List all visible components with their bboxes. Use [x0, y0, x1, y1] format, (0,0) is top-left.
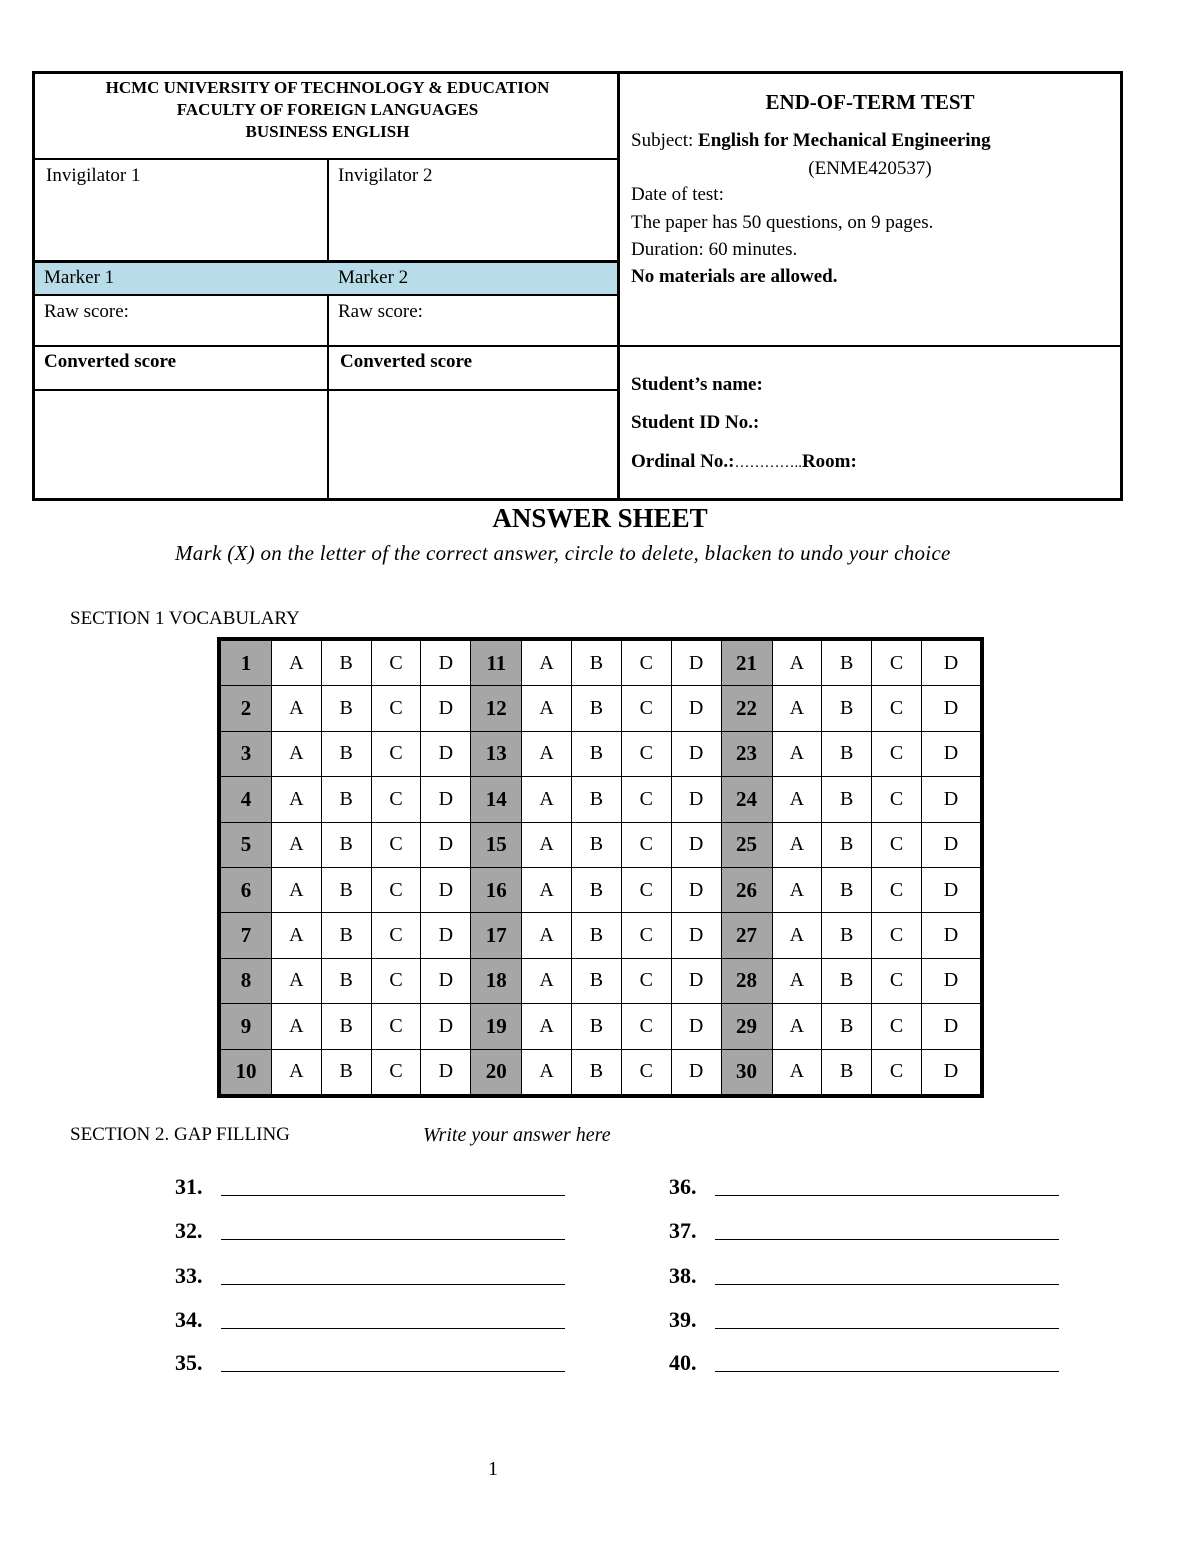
- room-label: Room:: [801, 451, 857, 472]
- answer-grid: [217, 637, 984, 1098]
- answer-option-d[interactable]: D: [671, 731, 721, 776]
- line: [35, 389, 617, 391]
- answer-option-a[interactable]: A: [272, 867, 322, 912]
- grid-row: [221, 777, 981, 822]
- answer-option-a[interactable]: A: [522, 958, 572, 1003]
- answer-option-c[interactable]: C: [371, 686, 421, 731]
- answer-option-b[interactable]: B: [321, 1049, 371, 1094]
- answer-option-d[interactable]: D: [671, 777, 721, 822]
- answer-option-a[interactable]: A: [272, 1049, 322, 1094]
- gap-number: 31.: [175, 1174, 203, 1199]
- answer-option-c[interactable]: C: [872, 1049, 922, 1094]
- answer-option-d[interactable]: D: [421, 1049, 471, 1094]
- answer-blank[interactable]: [221, 1284, 565, 1285]
- answer-option-d[interactable]: D: [922, 867, 981, 912]
- answer-option-a[interactable]: A: [272, 686, 322, 731]
- test-title: END-OF-TERM TEST: [765, 90, 975, 114]
- answer-option-c[interactable]: C: [371, 867, 421, 912]
- answer-option-c[interactable]: C: [621, 958, 671, 1003]
- answer-option-c[interactable]: C: [872, 822, 922, 867]
- answer-option-c[interactable]: C: [872, 641, 922, 686]
- answer-option-a[interactable]: A: [772, 1004, 822, 1049]
- answer-option-d[interactable]: D: [671, 686, 721, 731]
- answer-option-d[interactable]: D: [421, 867, 471, 912]
- answer-option-b[interactable]: B: [572, 731, 622, 776]
- gap-number: 33.: [175, 1263, 203, 1288]
- answer-option-b[interactable]: B: [822, 867, 872, 912]
- grid-row: [221, 913, 981, 958]
- subject-name: English for Mechanical Engineering: [698, 130, 991, 151]
- answer-option-b[interactable]: B: [572, 641, 622, 686]
- answer-option-a[interactable]: A: [272, 731, 322, 776]
- answer-option-c[interactable]: C: [872, 913, 922, 958]
- gap-answer-line[interactable]: [175, 1350, 203, 1376]
- answer-option-d[interactable]: D: [922, 1004, 981, 1049]
- grid-row: [221, 867, 981, 912]
- answer-blank[interactable]: [715, 1284, 1059, 1285]
- question-number: 20: [471, 1049, 522, 1094]
- student-name-label[interactable]: Student’s name:: [631, 374, 763, 395]
- answer-option-a[interactable]: A: [772, 958, 822, 1003]
- answer-sheet-title: ANSWER SHEET: [492, 503, 708, 533]
- answer-option-a[interactable]: A: [772, 777, 822, 822]
- question-number: 25: [721, 822, 772, 867]
- question-number: 4: [221, 777, 272, 822]
- answer-option-c[interactable]: C: [621, 1049, 671, 1094]
- answer-option-c[interactable]: C: [872, 958, 922, 1003]
- answer-option-b[interactable]: B: [572, 1049, 622, 1094]
- answer-option-d[interactable]: D: [671, 822, 721, 867]
- question-number: 30: [721, 1049, 772, 1094]
- gap-answer-line[interactable]: [175, 1174, 203, 1200]
- answer-option-b[interactable]: B: [321, 641, 371, 686]
- answer-option-c[interactable]: C: [371, 1004, 421, 1049]
- answer-option-a[interactable]: A: [772, 641, 822, 686]
- answer-option-a[interactable]: A: [522, 777, 572, 822]
- question-number: 24: [721, 777, 772, 822]
- answer-option-a[interactable]: A: [772, 686, 822, 731]
- materials-note: No materials are allowed.: [631, 266, 838, 287]
- line: [35, 294, 617, 296]
- answer-option-b[interactable]: B: [321, 731, 371, 776]
- gap-answer-line[interactable]: [669, 1350, 697, 1376]
- raw-score-1-label: Raw score:: [44, 301, 129, 322]
- header-block: [32, 71, 1123, 501]
- answer-option-d[interactable]: D: [671, 867, 721, 912]
- marker-row-bg: [35, 262, 617, 295]
- answer-option-a[interactable]: A: [772, 1049, 822, 1094]
- answer-option-b[interactable]: B: [572, 1004, 622, 1049]
- answer-option-d[interactable]: D: [671, 1049, 721, 1094]
- answer-option-c[interactable]: C: [872, 777, 922, 822]
- grid-row: [221, 641, 981, 686]
- answer-option-d[interactable]: D: [922, 641, 981, 686]
- gap-number: 40.: [669, 1350, 697, 1375]
- answer-option-d[interactable]: D: [421, 731, 471, 776]
- answer-option-d[interactable]: D: [922, 913, 981, 958]
- paper-info: The paper has 50 questions, on 9 pages.: [631, 212, 934, 233]
- answer-option-a[interactable]: A: [272, 641, 322, 686]
- answer-option-d[interactable]: D: [671, 641, 721, 686]
- answer-option-c[interactable]: C: [872, 867, 922, 912]
- question-number: 29: [721, 1004, 772, 1049]
- answer-option-b[interactable]: B: [321, 777, 371, 822]
- gap-number: 36.: [669, 1174, 697, 1199]
- instruction-text: Mark (X) on the letter of the correct answer, circle to delete, blacken to undo your choice: [175, 541, 951, 565]
- answer-blank[interactable]: [715, 1239, 1059, 1240]
- answer-option-b[interactable]: B: [321, 958, 371, 1003]
- gap-number: 38.: [669, 1263, 697, 1288]
- answer-option-b[interactable]: B: [572, 777, 622, 822]
- university-name: HCMC UNIVERSITY OF TECHNOLOGY & EDUCATION: [105, 78, 550, 97]
- answer-option-a[interactable]: A: [522, 1049, 572, 1094]
- subject-label: Subject:: [631, 130, 699, 151]
- answer-option-d[interactable]: D: [671, 913, 721, 958]
- answer-option-d[interactable]: D: [421, 686, 471, 731]
- answer-option-a[interactable]: A: [272, 913, 322, 958]
- answer-option-b[interactable]: B: [572, 958, 622, 1003]
- grid-row: [221, 731, 981, 776]
- grid-row: [221, 1004, 981, 1049]
- question-number: 26: [721, 867, 772, 912]
- answer-option-c[interactable]: C: [621, 641, 671, 686]
- question-number: 22: [721, 686, 772, 731]
- faculty-name: FACULTY OF FOREIGN LANGUAGES: [176, 100, 479, 119]
- grid-row: [221, 1049, 981, 1094]
- answer-option-b[interactable]: B: [822, 822, 872, 867]
- answer-option-c[interactable]: C: [371, 777, 421, 822]
- gap-answer-line[interactable]: [669, 1307, 697, 1333]
- answer-option-b[interactable]: B: [321, 913, 371, 958]
- answer-option-c[interactable]: C: [371, 958, 421, 1003]
- answer-option-b[interactable]: B: [822, 1004, 872, 1049]
- answer-option-b[interactable]: B: [822, 731, 872, 776]
- question-number: 21: [721, 641, 772, 686]
- gap-answer-line[interactable]: [175, 1307, 203, 1333]
- answer-option-c[interactable]: C: [371, 822, 421, 867]
- answer-option-c[interactable]: C: [621, 913, 671, 958]
- gap-number: 37.: [669, 1218, 697, 1243]
- answer-option-d[interactable]: D: [922, 731, 981, 776]
- answer-option-a[interactable]: A: [522, 641, 572, 686]
- question-number: 16: [471, 867, 522, 912]
- ordinal-label: Ordinal No.:: [631, 451, 735, 472]
- answer-option-b[interactable]: B: [822, 913, 872, 958]
- answer-option-d[interactable]: D: [421, 913, 471, 958]
- answer-option-a[interactable]: A: [272, 958, 322, 1003]
- section-2-hint: Write your answer here: [423, 1124, 611, 1146]
- page-number: 1: [488, 1458, 498, 1480]
- converted-score-2-label: Converted score: [340, 351, 473, 372]
- question-number: 12: [471, 686, 522, 731]
- question-number: 14: [471, 777, 522, 822]
- line: [327, 160, 329, 498]
- answer-option-d[interactable]: D: [922, 958, 981, 1003]
- answer-option-d[interactable]: D: [671, 1004, 721, 1049]
- answer-option-a[interactable]: A: [522, 731, 572, 776]
- answer-blank[interactable]: [715, 1195, 1059, 1196]
- grid-row: [221, 686, 981, 731]
- answer-option-c[interactable]: C: [621, 867, 671, 912]
- duration: Duration: 60 minutes.: [631, 239, 798, 260]
- question-number: 27: [721, 913, 772, 958]
- question-number: 6: [221, 867, 272, 912]
- student-id-label[interactable]: Student ID No.:: [631, 412, 760, 433]
- ordinal-dots: …………..: [734, 455, 802, 471]
- gap-answer-line[interactable]: [669, 1218, 697, 1244]
- answer-option-a[interactable]: A: [272, 822, 322, 867]
- question-number: 1: [221, 641, 272, 686]
- invigilator-1-label: Invigilator 1: [46, 165, 141, 186]
- answer-option-a[interactable]: A: [522, 913, 572, 958]
- answer-option-c[interactable]: C: [872, 686, 922, 731]
- ordinal-room-line[interactable]: [631, 451, 857, 473]
- answer-option-d[interactable]: D: [421, 822, 471, 867]
- answer-option-d[interactable]: D: [922, 822, 981, 867]
- answer-option-c[interactable]: C: [371, 913, 421, 958]
- answer-option-d[interactable]: D: [671, 958, 721, 1003]
- answer-blank[interactable]: [221, 1371, 565, 1372]
- question-number: 28: [721, 958, 772, 1003]
- answer-option-d[interactable]: D: [421, 958, 471, 1003]
- answer-option-d[interactable]: D: [421, 641, 471, 686]
- line: [35, 158, 617, 160]
- question-number: 3: [221, 731, 272, 776]
- question-number: 8: [221, 958, 272, 1003]
- question-number: 10: [221, 1049, 272, 1094]
- grid-row: [221, 822, 981, 867]
- answer-option-b[interactable]: B: [822, 641, 872, 686]
- grid-row: [221, 958, 981, 1003]
- answer-option-c[interactable]: C: [371, 1049, 421, 1094]
- invigilator-2-label: Invigilator 2: [338, 165, 433, 186]
- answer-option-d[interactable]: D: [421, 1004, 471, 1049]
- section-1-title: SECTION 1 VOCABULARY: [70, 608, 300, 629]
- answer-option-b[interactable]: B: [321, 867, 371, 912]
- answer-option-c[interactable]: C: [371, 731, 421, 776]
- course-code: (ENME420537): [808, 158, 932, 179]
- answer-blank[interactable]: [221, 1239, 565, 1240]
- question-number: 13: [471, 731, 522, 776]
- question-number: 19: [471, 1004, 522, 1049]
- answer-option-b[interactable]: B: [822, 1049, 872, 1094]
- marker-1-label: Marker 1: [44, 267, 115, 288]
- line: [35, 345, 617, 347]
- answer-grid-body: [221, 641, 981, 1095]
- answer-option-d[interactable]: D: [922, 686, 981, 731]
- answer-option-a[interactable]: A: [772, 731, 822, 776]
- answer-blank[interactable]: [715, 1371, 1059, 1372]
- answer-option-d[interactable]: D: [922, 777, 981, 822]
- answer-option-b[interactable]: B: [822, 958, 872, 1003]
- answer-option-c[interactable]: C: [621, 777, 671, 822]
- answer-option-c[interactable]: C: [872, 1004, 922, 1049]
- department-name: BUSINESS ENGLISH: [245, 122, 410, 141]
- section-2-title: SECTION 2. GAP FILLING: [70, 1124, 290, 1145]
- gap-answer-line[interactable]: [175, 1218, 203, 1244]
- answer-blank[interactable]: [715, 1328, 1059, 1329]
- question-number: 17: [471, 913, 522, 958]
- question-number: 5: [221, 822, 272, 867]
- answer-option-b[interactable]: B: [572, 686, 622, 731]
- answer-option-b[interactable]: B: [321, 822, 371, 867]
- answer-option-c[interactable]: C: [872, 731, 922, 776]
- answer-option-a[interactable]: A: [522, 822, 572, 867]
- answer-option-b[interactable]: B: [822, 686, 872, 731]
- answer-option-a[interactable]: A: [772, 867, 822, 912]
- converted-score-1-label: Converted score: [44, 351, 177, 372]
- answer-option-b[interactable]: B: [822, 777, 872, 822]
- question-number: 11: [471, 641, 522, 686]
- answer-option-b[interactable]: B: [321, 686, 371, 731]
- gap-number: 32.: [175, 1218, 203, 1243]
- line: [35, 260, 617, 263]
- answer-option-a[interactable]: A: [272, 777, 322, 822]
- answer-option-c[interactable]: C: [621, 1004, 671, 1049]
- question-number: 18: [471, 958, 522, 1003]
- gap-answer-line[interactable]: [175, 1263, 203, 1289]
- question-number: 23: [721, 731, 772, 776]
- answer-option-a[interactable]: A: [772, 822, 822, 867]
- answer-option-b[interactable]: B: [572, 867, 622, 912]
- university-heading: [35, 74, 620, 143]
- subject-line: [631, 130, 991, 152]
- answer-option-a[interactable]: A: [522, 686, 572, 731]
- gap-number: 35.: [175, 1350, 203, 1375]
- answer-option-b[interactable]: B: [572, 913, 622, 958]
- answer-option-b[interactable]: B: [321, 1004, 371, 1049]
- answer-blank[interactable]: [221, 1195, 565, 1196]
- answer-option-a[interactable]: A: [522, 867, 572, 912]
- answer-blank[interactable]: [221, 1328, 565, 1329]
- answer-option-c[interactable]: C: [621, 731, 671, 776]
- question-number: 7: [221, 913, 272, 958]
- gap-number: 39.: [669, 1307, 697, 1332]
- answer-option-d[interactable]: D: [922, 1049, 981, 1094]
- answer-option-a[interactable]: A: [772, 913, 822, 958]
- marker-2-label: Marker 2: [338, 267, 409, 288]
- answer-option-c[interactable]: C: [371, 641, 421, 686]
- answer-option-d[interactable]: D: [421, 777, 471, 822]
- answer-option-a[interactable]: A: [522, 1004, 572, 1049]
- gap-number: 34.: [175, 1307, 203, 1332]
- answer-option-a[interactable]: A: [272, 1004, 322, 1049]
- question-number: 9: [221, 1004, 272, 1049]
- gap-answer-line[interactable]: [669, 1174, 697, 1200]
- question-number: 2: [221, 686, 272, 731]
- raw-score-2-label: Raw score:: [338, 301, 423, 322]
- answer-option-c[interactable]: C: [621, 686, 671, 731]
- gap-answer-line[interactable]: [669, 1263, 697, 1289]
- answer-option-b[interactable]: B: [572, 822, 622, 867]
- question-number: 15: [471, 822, 522, 867]
- line: [620, 345, 1120, 347]
- date-of-test-label: Date of test:: [631, 184, 724, 205]
- answer-option-c[interactable]: C: [621, 822, 671, 867]
